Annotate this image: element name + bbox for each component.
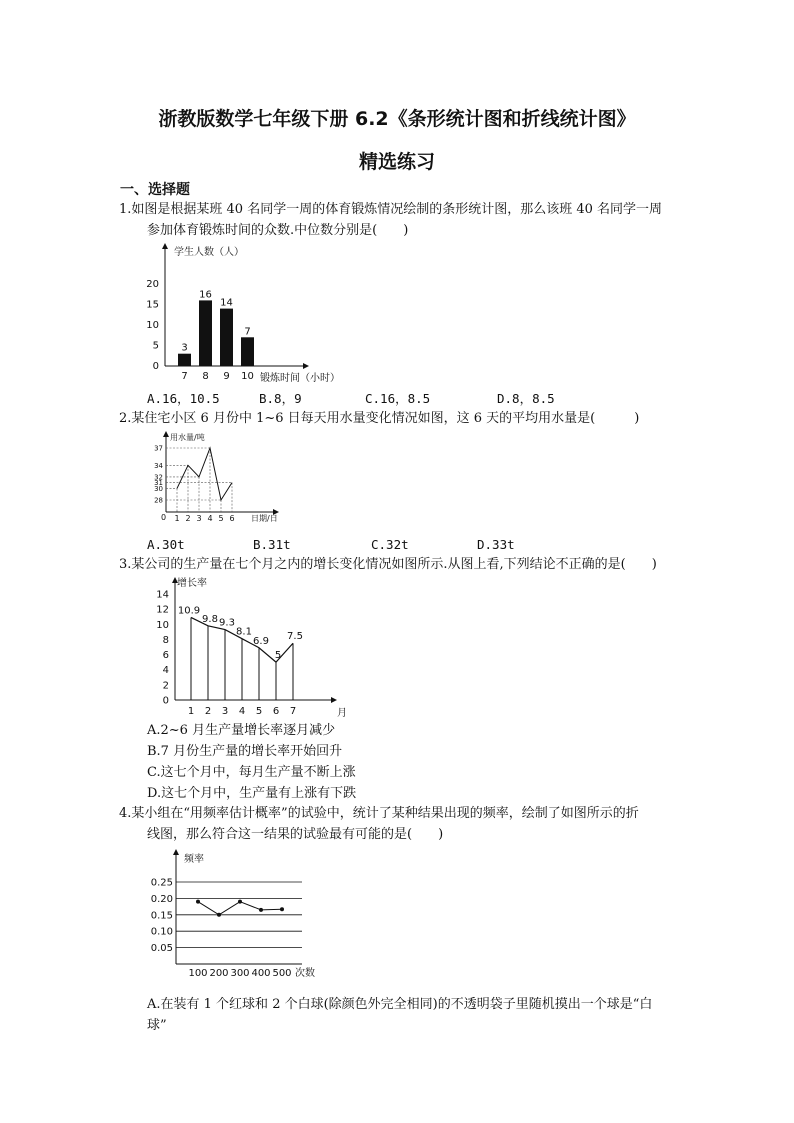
q1-stem-line1: 1.如图是根据某班 40 名同学一周的体育锻炼情况绘制的条形统计图，那么该班 40 名同学一周 [119, 202, 663, 217]
q2-x-tick-label: 2 [185, 514, 191, 523]
q2-origin: 0 [161, 513, 167, 522]
q1-bar-value: 16 [199, 289, 212, 301]
q2-option-c[interactable]: C.32t [371, 537, 409, 552]
q2-y-tick-label: 31 [154, 479, 163, 488]
q1-stem-line2: 参加体育锻炼时间的众数.中位数分别是( ) [147, 223, 409, 238]
q4-y-tick-label: 0.10 [150, 926, 173, 938]
q3-x-tick-label: 4 [238, 706, 246, 717]
q3-x-tick-label: 1 [187, 706, 195, 717]
q1-x-tick-label: 10 [241, 371, 254, 382]
q2-series-line [177, 448, 232, 500]
q3-x-tick-label: 2 [204, 706, 212, 717]
q4-data-point [259, 908, 263, 912]
q3-point-label: 7.5 [287, 631, 303, 643]
q2-y-tick-label: 28 [154, 496, 163, 505]
q3-point-label: 8.1 [236, 626, 252, 638]
q3-line-chart [140, 574, 350, 722]
q3-y-tick-label: 2 [162, 680, 169, 692]
q1-bar-value: 7 [244, 326, 251, 338]
q2-x-tick-label: 3 [196, 514, 202, 523]
q1-bar-value: 3 [181, 342, 188, 354]
q4-x-tick-label: 100 [188, 968, 208, 979]
q4-stem-line1: 4.某小组在“用频率估计概率”的试验中，统计了某种结果出现的频率，绘制了如图所示的折 [119, 806, 639, 821]
q3-option-c[interactable]: C.这七个月中，每月生产量不断上涨 [147, 765, 356, 780]
q1-y-tick-label: 15 [146, 299, 159, 311]
q3-option-d[interactable]: D.这七个月中，生产量有上涨有下跌 [147, 786, 357, 801]
q2-stem: 2.某住宅小区 6 月份中 1~6 日每天用水量变化情况如图，这 6 天的平均用水量是( ) [119, 411, 640, 426]
q4-data-point [196, 900, 200, 904]
q3-x-tick-label: 3 [221, 706, 229, 717]
q1-bar [178, 354, 191, 366]
q1-bar [241, 337, 254, 366]
q4-x-tick-label: 200 [209, 968, 229, 979]
q2-y-label: 用水量/吨 [170, 433, 205, 442]
q2-y-tick-label: 30 [154, 484, 163, 493]
q1-x-tick-label: 7 [181, 371, 188, 382]
q3-x-tick-label: 5 [255, 706, 263, 717]
q1-option-c[interactable]: C.16，8.5 [365, 391, 431, 406]
q1-bar-chart [140, 240, 360, 385]
q3-stem: 3.某公司的生产量在七个月之内的增长变化情况如图所示.从图上看,下列结论不正确的是( ) [119, 557, 657, 572]
section-heading: 一、选择题 [120, 182, 190, 198]
q3-y-label: 增长率 [177, 578, 207, 589]
q2-line-chart [150, 428, 290, 528]
q2-x-label: 日期/日 [251, 514, 278, 523]
q3-point-label: 6.9 [253, 635, 269, 647]
q1-y-tick-label: 5 [152, 340, 159, 352]
q4-data-point [280, 907, 284, 911]
q3-y-tick-label: 10 [156, 619, 169, 631]
q3-x-tick-label: 7 [289, 706, 297, 717]
q3-point-label: 9.8 [202, 613, 218, 625]
q3-y-tick-label: 8 [162, 634, 169, 646]
q2-y-tick-label: 32 [154, 473, 163, 482]
q4-x-label: 次数 [295, 968, 315, 979]
doc-subtitle: 精选练习 [358, 151, 435, 173]
q4-y-tick-label: 0.20 [150, 893, 173, 905]
q1-option-b[interactable]: B.8，9 [259, 391, 302, 406]
q1-option-a[interactable]: A.16，10.5 [147, 391, 220, 406]
q4-data-point [217, 913, 221, 917]
q1-x-label: 锻炼时间（小时） [260, 373, 340, 384]
q3-option-b[interactable]: B.7 月份生产量的增长率开始回升 [147, 744, 343, 759]
q4-x-tick-label: 300 [230, 968, 250, 979]
q4-y-tick-label: 0.25 [150, 877, 173, 889]
q1-x-tick-label: 8 [202, 371, 209, 382]
q2-option-b[interactable]: B.31t [253, 537, 291, 552]
q4-y-label: 频率 [184, 854, 204, 865]
q2-x-tick-label: 4 [207, 514, 213, 523]
q4-line-chart [140, 846, 330, 980]
q1-bar [199, 300, 212, 366]
q1-y-tick-label: 20 [146, 279, 159, 290]
q4-x-tick-label: 500 [272, 968, 292, 979]
q1-y-tick-label: 10 [146, 320, 159, 331]
q2-x-tick-label: 1 [174, 514, 180, 523]
q3-y-tick-label: 6 [162, 650, 169, 662]
q2-y-tick-label: 34 [154, 461, 163, 470]
q4-option-a-line1[interactable]: A.在装有 1 个红球和 2 个白球(除颜色外完全相同)的不透明袋子里随机摸出一个球是“白 [147, 997, 653, 1012]
q4-option-a-line2[interactable]: 球” [147, 1018, 167, 1033]
q3-point-label: 10.9 [177, 605, 201, 617]
q3-y-tick-label: 14 [156, 589, 169, 601]
q2-y-tick-label: 37 [154, 444, 163, 453]
q2-x-tick-label: 5 [218, 514, 224, 523]
q4-stem-line2: 线图，那么符合这一结果的试验最有可能的是( ) [147, 827, 444, 842]
q1-option-d[interactable]: D.8，8.5 [497, 391, 555, 406]
q4-y-tick-label: 0.05 [150, 943, 173, 955]
q3-point-label: 5 [274, 650, 282, 662]
q1-x-tick-label: 9 [223, 371, 230, 382]
q1-bar [220, 309, 233, 366]
q3-y-tick-label: 0 [162, 695, 169, 707]
q4-x-tick-label: 400 [251, 968, 271, 979]
q3-x-label: 月 [337, 708, 347, 719]
q1-y-label: 学生人数（人） [174, 247, 244, 258]
q3-x-tick-label: 6 [272, 706, 280, 717]
q1-y-tick-label: 0 [152, 361, 159, 372]
q3-y-tick-label: 12 [156, 604, 169, 616]
q2-option-a[interactable]: A.30t [147, 537, 185, 552]
q3-option-a[interactable]: A.2~6 月生产量增长率逐月减少 [147, 723, 336, 738]
q3-y-tick-label: 4 [162, 665, 169, 677]
q2-x-tick-label: 6 [229, 514, 235, 523]
q3-point-label: 9.3 [219, 617, 235, 629]
q4-data-point [238, 900, 242, 904]
q4-y-tick-label: 0.15 [150, 910, 173, 922]
q1-bar-value: 14 [220, 297, 233, 309]
q2-option-d[interactable]: D.33t [477, 537, 515, 552]
doc-title: 浙教版数学七年级下册 6.2《条形统计图和折线统计图》 [158, 108, 636, 130]
